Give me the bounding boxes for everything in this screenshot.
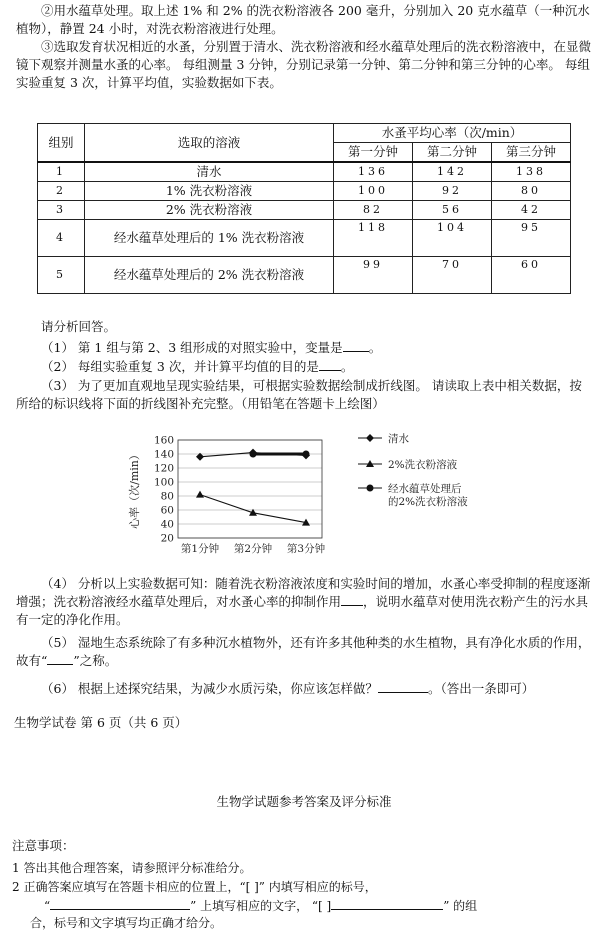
text-mid: ” 上填写相应的文字，: [190, 899, 309, 913]
header-rate: 水蚤平均心率（次/min）: [334, 124, 571, 143]
y-tick-label: 40: [160, 518, 174, 531]
row-min2: 142: [413, 162, 492, 182]
row-min2: 92: [413, 182, 492, 201]
answer-key-notice: 注意事项：: [12, 838, 75, 853]
answer-key-item-2a: 2 正确答案应填写在答题卡相应的位置上，“[ ]” 内填写相应的标号，: [12, 880, 377, 894]
row-solution: 清水: [85, 162, 334, 182]
legend-marker: [367, 485, 374, 492]
answer-key-item-1: 1 答出其他合理答案，请参照评分标准给分。: [12, 861, 252, 875]
row-solution: 2% 洗衣粉溶液: [85, 201, 334, 220]
table-row: [38, 257, 571, 294]
row-min2: 104: [413, 220, 492, 257]
header-min-2: 第二分钟: [413, 143, 492, 163]
question-2-end: 。: [340, 359, 354, 374]
answer-blank-1[interactable]: [343, 351, 369, 352]
row-group: 4: [38, 220, 85, 257]
legend-marker: [366, 434, 374, 442]
header-min-3: 第三分钟: [492, 143, 571, 163]
row-min3: 80: [492, 182, 571, 201]
row-solution: 经水蕴草处理后的 1% 洗衣粉溶液: [85, 220, 334, 257]
row-solution: 经水蕴草处理后的 2% 洗衣粉溶液: [85, 257, 334, 294]
header-group: 组别: [38, 124, 85, 163]
question-3: （3） 为了更加直观地呈现实验结果，可根据实验数据绘制成折线图。 请读取上表中相关数据，按所给的标识线将下面的折线图补充完整。（用铅笔在答题卡上绘图）: [16, 378, 582, 411]
text-end: ” 的组: [443, 899, 478, 913]
question-6-text: （6） 根据上述探究结果，为减少水质污染，你应该怎样做？: [41, 681, 378, 696]
table-row: [38, 162, 571, 182]
bracket-label: “[ ]: [311, 899, 332, 913]
blank-line-b: [331, 909, 443, 910]
x-tick-label: 第2分钟: [233, 543, 273, 555]
legend-label-line2: 的2%洗衣粉溶液: [388, 496, 468, 508]
heart-rate-table: [37, 123, 571, 294]
questions-lead: 请分析回答。: [41, 319, 117, 334]
answer-blank-6[interactable]: [378, 692, 428, 693]
table-row: [38, 201, 571, 220]
x-tick-label: 第1分钟: [180, 543, 220, 555]
question-4-text-a: （4） 分析以上实验数据可知：随着洗衣粉溶液浓度和实验时间的增加，水蚤心率受抑制的程度逐渐增强；洗衣粉溶液经水蕴草处理后，对水蚤心率的抑制作用: [16, 576, 591, 609]
quote-open: “: [44, 899, 51, 913]
heart-rate-line-chart: [120, 428, 520, 570]
row-solution: 1% 洗衣粉溶液: [85, 182, 334, 201]
x-tick-label: 第3分钟: [286, 543, 326, 555]
question-5: [16, 634, 594, 670]
legend-label: 清水: [388, 433, 409, 445]
y-tick-label: 120: [153, 462, 174, 475]
question-2-text: （2） 每组实验重复 3 次，并计算平均值的目的是: [41, 359, 319, 374]
row-group: 2: [38, 182, 85, 201]
question-4: [16, 575, 594, 629]
row-min3: 60: [492, 257, 571, 294]
data-point: [196, 491, 204, 498]
question-1-text: （1） 第 1 组与第 2、3 组形成的对照实验中，变量是: [41, 340, 343, 355]
answer-blank-2[interactable]: [319, 370, 341, 371]
y-tick-label: 80: [160, 490, 174, 503]
row-min1: 82: [334, 201, 413, 220]
question-2: [16, 358, 594, 376]
question-5-text-b: ”之称。: [73, 653, 118, 668]
data-point: [250, 451, 257, 458]
row-min1: 99: [334, 257, 413, 294]
y-tick-label: 140: [153, 448, 174, 461]
question-6: [16, 680, 594, 698]
legend-label: 经水蕴草处理后: [388, 483, 462, 495]
row-min3: 42: [492, 201, 571, 220]
blank-line-a: [50, 909, 190, 910]
legend-label: 2%洗衣粉溶液: [388, 459, 458, 471]
question-1-end: 。: [368, 340, 382, 355]
row-min2: 70: [413, 257, 492, 294]
question-1: [16, 339, 594, 357]
step-2-text: ②用水蕴草处理。取上述 1% 和 2% 的洗衣粉溶液各 200 毫升，分别加入 20 克水蕴草（一种沉水植物），静置 24 小时，对洗衣粉溶液进行处理。: [16, 3, 590, 36]
row-min3: 95: [492, 220, 571, 257]
header-solution: 选取的溶液: [85, 124, 334, 163]
data-point: [303, 451, 310, 458]
y-axis-label: 心率（次/min）: [128, 449, 141, 529]
row-group: 5: [38, 257, 85, 294]
question-6-end: 。（答出一条即可）: [427, 681, 535, 696]
answer-blank-5[interactable]: [47, 664, 73, 665]
y-tick-label: 100: [153, 476, 174, 489]
row-min1: 136: [334, 162, 413, 182]
answer-blank-4[interactable]: [341, 605, 363, 606]
series-line-2: [200, 495, 306, 523]
table-row: [38, 220, 571, 257]
row-group: 1: [38, 162, 85, 182]
y-tick-label: 160: [153, 434, 174, 447]
question-4-text-b: ，说明水蕴草对使用洗衣粉产生的污水具有一定的净化作用。: [16, 594, 589, 627]
answer-key-item-2c: 合，标号和文字填写均正确才给分。: [30, 916, 223, 930]
header-min-1: 第一分钟: [334, 143, 413, 163]
step-3-text: ③选取发育状况相近的水蚤，分别置于清水、洗衣粉溶液和经水蕴草处理后的洗衣粉溶液中，在显微镜下观察并测量水蚤的心率。 每组测量 3 分钟，分别记录第一分钟、第二分钟和第三分钟的心率。 每组实验重复 3 次，计算平均值，实验数据如下表。: [16, 39, 592, 90]
y-tick-label: 60: [160, 504, 174, 517]
row-min1: 118: [334, 220, 413, 257]
row-min2: 56: [413, 201, 492, 220]
question-5-text-a: （5） 湿地生态系统除了有多种沉水植物外，还有许多其他种类的水生植物，具有净化水质的作用，故有“: [16, 635, 591, 668]
row-group: 3: [38, 201, 85, 220]
row-min3: 138: [492, 162, 571, 182]
answer-key-title: 生物学试题参考答案及评分标准: [216, 794, 392, 809]
answer-key-item-2b: [44, 897, 604, 915]
table-row: [38, 182, 571, 201]
page-footer: 生物学试卷 第 6 页（共 6 页）: [14, 715, 188, 730]
y-tick-label: 20: [160, 532, 174, 545]
row-min1: 100: [334, 182, 413, 201]
